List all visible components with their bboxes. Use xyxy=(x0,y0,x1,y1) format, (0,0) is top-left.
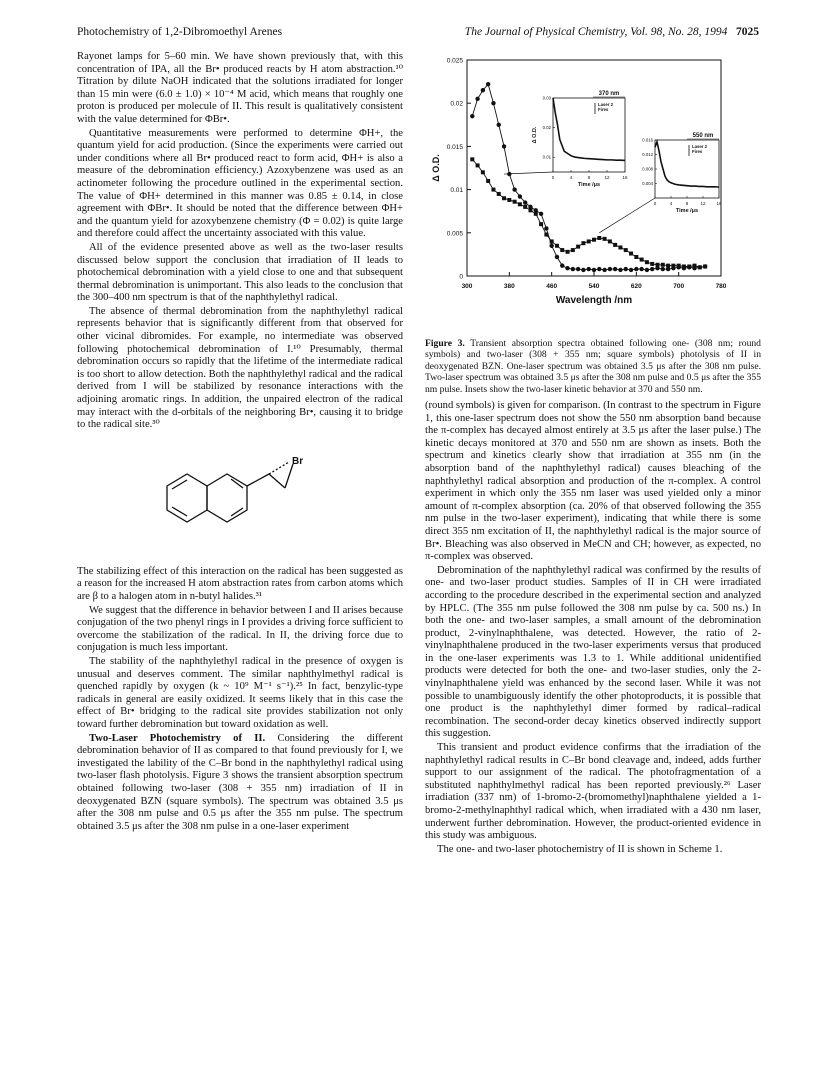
y-tick-label: 0.005 xyxy=(446,230,463,238)
data-point-square xyxy=(613,243,617,247)
data-point-square xyxy=(534,212,538,216)
data-point-square xyxy=(502,196,506,200)
inset-370nm-x-tick-label: 12 xyxy=(604,175,610,180)
inset-550nm-y-tick-label: 0.012 xyxy=(642,152,653,157)
data-point-square xyxy=(682,264,686,268)
data-point-square xyxy=(486,179,490,183)
data-point-square xyxy=(608,239,612,243)
data-point-square xyxy=(603,237,607,241)
y-tick-label: 0.02 xyxy=(450,100,463,108)
transient-absorption-chart xyxy=(425,48,761,338)
bromine-label: Br xyxy=(292,455,304,467)
data-point-circle xyxy=(555,255,559,259)
y-axis-label: Δ O.D. xyxy=(431,154,441,182)
data-point-square xyxy=(634,255,638,259)
inset-550nm-x-tick-label: 16 xyxy=(716,201,722,206)
data-point-square xyxy=(513,200,517,204)
inset-370nm-pointer xyxy=(504,172,553,174)
data-point-square xyxy=(560,248,564,252)
inset-550nm-legend-line2: Fires xyxy=(692,149,703,154)
inset-370nm-x-label: Time /μs xyxy=(577,182,601,188)
inset-370nm-y-tick-label: 0.03 xyxy=(542,95,551,101)
data-point-square xyxy=(507,198,511,202)
data-point-circle xyxy=(613,267,617,271)
running-header-title: Photochemistry of 1,2-Dibromoethyl Arenes xyxy=(77,26,283,38)
data-point-circle xyxy=(592,268,596,272)
data-point-circle xyxy=(544,226,548,230)
x-tick-label: 460 xyxy=(546,283,558,290)
inset-550nm-legend-line1: Laser 2 xyxy=(692,144,708,149)
data-point-square xyxy=(650,262,654,266)
data-point-circle xyxy=(661,267,665,271)
data-point-square xyxy=(687,264,691,268)
data-point-square xyxy=(518,202,522,206)
data-point-circle xyxy=(645,268,649,272)
paragraph: This transient and product evidence confirms that the irradiation of the naphthylethyl radical results in C–Br bond cleavage and, indeed, adds further support to our assignment of the radical. The photofragmentation of a substituted naphthylmethyl radical has been reported previously.²⁶ Laser irradiation (337 nm) of 1-bromo-2-(bromomethyl)naphthalene yielded a 1-bromo-2-methylnaphthyl radical which, when irradiated with a 430 nm laser, underwent further debromination. However, the product-oriented evidence in this study was ambiguous. xyxy=(425,742,761,842)
data-point-circle xyxy=(565,266,569,270)
data-point-square xyxy=(640,258,644,262)
data-point-circle xyxy=(634,267,638,271)
y-tick-label: 0.015 xyxy=(446,143,463,151)
y-tick-label: 0.01 xyxy=(450,187,463,195)
data-point-square xyxy=(581,241,585,245)
figure-caption xyxy=(425,338,761,395)
data-point-circle xyxy=(624,267,628,271)
data-point-square xyxy=(587,239,591,243)
paragraph: Rayonet lamps for 5–60 min. We have shown previously that, with this concentration of IPA, all the Br• produced reacts by H atom abstraction.¹⁰ Titration by dilute NaOH indicated that the solutions irradiated for longer than 15 min were (6.0 ± 1.0) × 10⁻⁴ M acid, which means that roughly one proton is produced per molecule of II. This result is qualitatively consistent with the value determined for ΦBr•. xyxy=(77,51,403,125)
data-point-square xyxy=(645,260,649,264)
data-point-circle xyxy=(512,187,516,191)
data-point-circle xyxy=(486,82,490,86)
inset-550nm-frame xyxy=(655,140,719,198)
paragraph: The stability of the naphthylethyl radical in the presence of oxygen is unusual and deserves comment. The similar naphthylmethyl radical is quenched rapidly by oxygen (k ~ 10⁹ M⁻¹ s⁻¹).²⁵ In fact, benzylic-type radicals in general are easily oxidized. It seems likely that in this case the effect of Br• bridging to the radical site provides stabilization not only toward further debromination but toward oxidation as well. xyxy=(77,655,403,730)
data-point-square xyxy=(661,263,665,267)
data-point-square xyxy=(576,245,580,249)
data-point-circle xyxy=(475,97,479,101)
data-point-square xyxy=(703,264,707,268)
x-tick-label: 700 xyxy=(673,283,685,290)
data-point-square xyxy=(523,205,527,209)
data-point-square xyxy=(592,238,596,242)
data-point-circle xyxy=(502,144,506,148)
inset-550nm-x-tick-label: 4 xyxy=(669,201,673,206)
x-tick-label: 620 xyxy=(630,283,642,290)
data-point-square xyxy=(491,188,495,192)
data-point-circle xyxy=(518,194,522,198)
inset-550nm-x-tick-label: 12 xyxy=(700,201,706,206)
left-column xyxy=(77,51,403,834)
data-point-square xyxy=(539,222,543,226)
data-point-square xyxy=(698,265,702,269)
data-point-circle xyxy=(576,267,580,271)
x-axis-label: Wavelength /nm xyxy=(555,295,633,306)
paragraph: The one- and two-laser photochemistry of II is shown in Scheme 1. xyxy=(437,843,723,855)
data-point-circle xyxy=(650,267,654,271)
paragraph: The stabilizing effect of this interaction on the radical has been suggested as a reason for the increased H atom abstraction rates from carbon atoms which are β to a halogen atom in n-butyl halides.³¹ xyxy=(77,565,403,602)
data-point-square xyxy=(656,263,660,267)
paragraph: Quantitative measurements were performed to determine ΦH+, the quantum yield for acid production. (Since the experiments were carried out under conditions where all Br• produced react to form acid, ΦH+ is also a measure of the debromination efficiency.) Azoxybenzene was used as an actinometer following the procedure outlined in the experimental section. The value of ΦH+ determined in this manner was 0.85 ± 0.14, in close agreement with ΦBr•. It should be noted that the difference between ΦH+ and the quantum yield for azoxybenzene chemistry (Φ = 0.02) is quite large and therefore could affect the uncertainty associated with this value. xyxy=(77,127,403,240)
data-point-circle xyxy=(587,267,591,271)
data-point-circle xyxy=(523,200,527,204)
inset-370nm-legend-line2: Fires xyxy=(598,107,609,112)
x-tick-label: 540 xyxy=(588,283,600,290)
inset-550nm-pointer xyxy=(599,198,655,233)
y-tick-label: 0.025 xyxy=(446,57,463,65)
data-point-circle xyxy=(597,267,601,271)
inset-370nm-y-tick-label: 0.01 xyxy=(542,154,551,160)
paragraph: All of the evidence presented above as well as the two-laser results discussed below support the conclusion that irradiation of II leads to photochemical debromination with a yield close to one and that subsequent thermal debromination is unimportant. This also leads to the conclusion that the 300–400 nm spectrum is that of the naphthylethyl radical. xyxy=(77,241,403,304)
data-point-square xyxy=(529,208,533,212)
paragraph: Debromination of the naphthylethyl radical was confirmed by the results of one- and two-laser product studies. Samples of II in CH were irradiated according to the procedure described in the experimental section and analyzed by HPLC. (The 355 nm pulse followed the 308 nm pulse by ca. 500 ns.) In both the one- and two-laser samples, a small amount of the debromination product, 2-vinylnaphthalene, was detected. However, the ratio of 2-vinylnaphthalene produced in the two-laser experiments versus that produced in the one-laser experiments was 1.3 to 1. While additional unidentified products were detected for both the one- and two-laser studies, only the 2-vinylnaphthalene yield was enhanced by the second laser. While it was not possible to unambiguously identify the other photoproducts, it is possible that one product is the naphthylethyl dimer formed by radical–radical recombination. The second-order decay kinetics observed indirectly support this suggestion. xyxy=(425,564,761,740)
inset-370nm-x-tick-label: 8 xyxy=(587,175,591,180)
inset-550nm-x-tick-label: 0 xyxy=(653,201,657,206)
inset-370nm-x-tick-label: 4 xyxy=(569,175,573,180)
data-point-circle xyxy=(497,123,501,127)
chemical-structure xyxy=(77,436,403,562)
inset-370nm-x-tick-label: 16 xyxy=(622,175,628,180)
data-point-square xyxy=(566,250,570,254)
inset-550nm-title: 550 nm xyxy=(692,133,714,139)
right-column xyxy=(425,400,761,857)
x-tick-label: 380 xyxy=(503,283,515,290)
section-paragraph xyxy=(77,733,403,834)
data-point-square xyxy=(677,264,681,268)
data-point-circle xyxy=(608,267,612,271)
data-point-circle xyxy=(560,263,564,267)
data-point-circle xyxy=(470,114,474,118)
data-point-circle xyxy=(481,88,485,92)
data-point-square xyxy=(550,239,554,243)
bridged-radical-structure-diagram xyxy=(147,436,337,562)
data-point-square xyxy=(470,157,474,161)
paragraph: We suggest that the difference in behavior between I and II arises because conjugation of the two phenyl rings in I provides a driving force sufficient to overcome the stabilization of the radical. In II, the driving force due to conjugation is much less important. xyxy=(77,604,403,654)
y-tick-label: 0 xyxy=(459,273,463,281)
data-point-square xyxy=(624,248,628,252)
journal-citation: The Journal of Physical Chemistry, Vol. 98, No. 28, 1994 xyxy=(464,26,728,38)
data-point-square xyxy=(597,236,601,240)
data-point-circle xyxy=(491,101,495,105)
data-point-square xyxy=(693,264,697,268)
page-number: 7025 xyxy=(736,26,759,38)
data-point-square xyxy=(618,245,622,249)
section-heading: Two-Laser Photochemistry of II. xyxy=(89,732,266,744)
x-tick-label: 780 xyxy=(715,283,727,290)
paragraph: (round symbols) is given for comparison. (In contrast to the spectrum in Figure 1, this one-laser spectrum does not show the 550 nm absorption band because the π-complex has decayed almost entirely at 3.5 μs after the laser pulse.) The kinetic decays monitored at 370 and 550 nm are shown as insets. Both the spectrum and kinetics clearly show that irradiation at 355 nm (in the absorption band of the naphthylethyl radical) causes bleaching of the naphthylethyl radical absorption and production of the π-complex. A control experiment in which only the 355 nm laser was used yielded only a minor amount of π-complex absorption (ca. 20% of that observed following the 355 nm pulse in the two-laser experiment), indicating that while there is some direct 355 nm excitation of II, the naphthylethyl radical is the major source of Br•. Bleaching was also observed in MeCN and CH; however, as expected, no π-complex was observed. xyxy=(425,400,761,563)
caption-label: Figure 3. xyxy=(425,338,465,349)
inset-370nm-y-label: Δ O.D. xyxy=(532,126,538,144)
inset-550nm-x-tick-label: 8 xyxy=(685,201,689,206)
data-point-circle xyxy=(629,268,633,272)
data-point-square xyxy=(481,170,485,174)
data-point-square xyxy=(544,233,548,237)
data-point-square xyxy=(476,163,480,167)
inset-370nm-y-tick-label: 0.02 xyxy=(542,125,551,131)
inset-550nm-x-label: Time /μs xyxy=(675,208,699,214)
inset-550nm-y-tick-label: 0.004 xyxy=(642,181,653,186)
data-point-square xyxy=(497,192,501,196)
data-point-circle xyxy=(639,267,643,271)
data-point-circle xyxy=(549,244,553,248)
data-point-square xyxy=(571,248,575,252)
inset-370nm-frame xyxy=(553,98,625,172)
data-point-circle xyxy=(581,268,585,272)
data-point-circle xyxy=(539,212,543,216)
inset-370nm-legend-line1: Laser 2 xyxy=(598,102,614,107)
inset-550nm-y-tick-label: 0.016 xyxy=(642,137,653,143)
inset-550nm-y-tick-label: 0.008 xyxy=(642,166,653,172)
data-point-circle xyxy=(571,267,575,271)
paragraph: The absence of thermal debromination from the naphthylethyl radical represents behavior that is significantly different from that observed for other vicinal dibromides. For example, no intermediate was observed following photochemical debromination of I.¹⁰ Presumably, thermal debromination occurs so rapidly that the lifetime of the intermediate radical is too short to allow detection. Both the naphthylethyl radical and the radical derived from I will be stabilized by resonance interactions with the adjoining aromatic rings. In addition, the unpaired electron of the radical may interact with the d-orbitals of the neighboring Br•, causing it to bridge to the radical site.³⁰ xyxy=(77,305,403,431)
caption-text: Transient absorption spectra obtained following one- (308 nm; round symbols) and two-laser (308 + 355 nm; square symbols) photolysis of II in deoxygenated BZN. One-laser spectrum was obtained 3.5 μs after the 308 nm pulse. Two-laser spectrum was obtained 3.5 μs after the 308 nm pulse and 0.5 μs after the 355 nm pulse. Insets show the two-laser kinetic behavior at 370 and 550 nm. xyxy=(425,338,761,395)
data-point-square xyxy=(629,252,633,256)
data-point-circle xyxy=(618,268,622,272)
section-text: Considering the different debromination behavior of II as compared to that found previously for I, we investigated the lability of the C–Br bond in the naphthylethyl radical using two-laser flash photolysis. Figure 3 shows the transient absorption spectrum obtained following two-laser (308 + 355 nm) irradiation of II in deoxygenated BZN (square symbols). The spectrum was obtained 3.5 μs after the 308 nm pulse and 0.5 μs after the 355 nm pulse. The spectrum obtained 3.5 μs after the 308 nm pulse in a one-laser experiment xyxy=(77,732,403,832)
data-point-square xyxy=(555,244,559,248)
x-tick-label: 300 xyxy=(461,283,473,290)
running-header-journal xyxy=(465,26,759,38)
data-point-square xyxy=(671,264,675,268)
data-point-circle xyxy=(602,268,606,272)
data-point-square xyxy=(666,264,670,268)
figure-3 xyxy=(425,48,761,338)
inset-370nm-title: 370 nm xyxy=(598,91,620,97)
inset-370nm-x-tick-label: 0 xyxy=(551,175,555,180)
